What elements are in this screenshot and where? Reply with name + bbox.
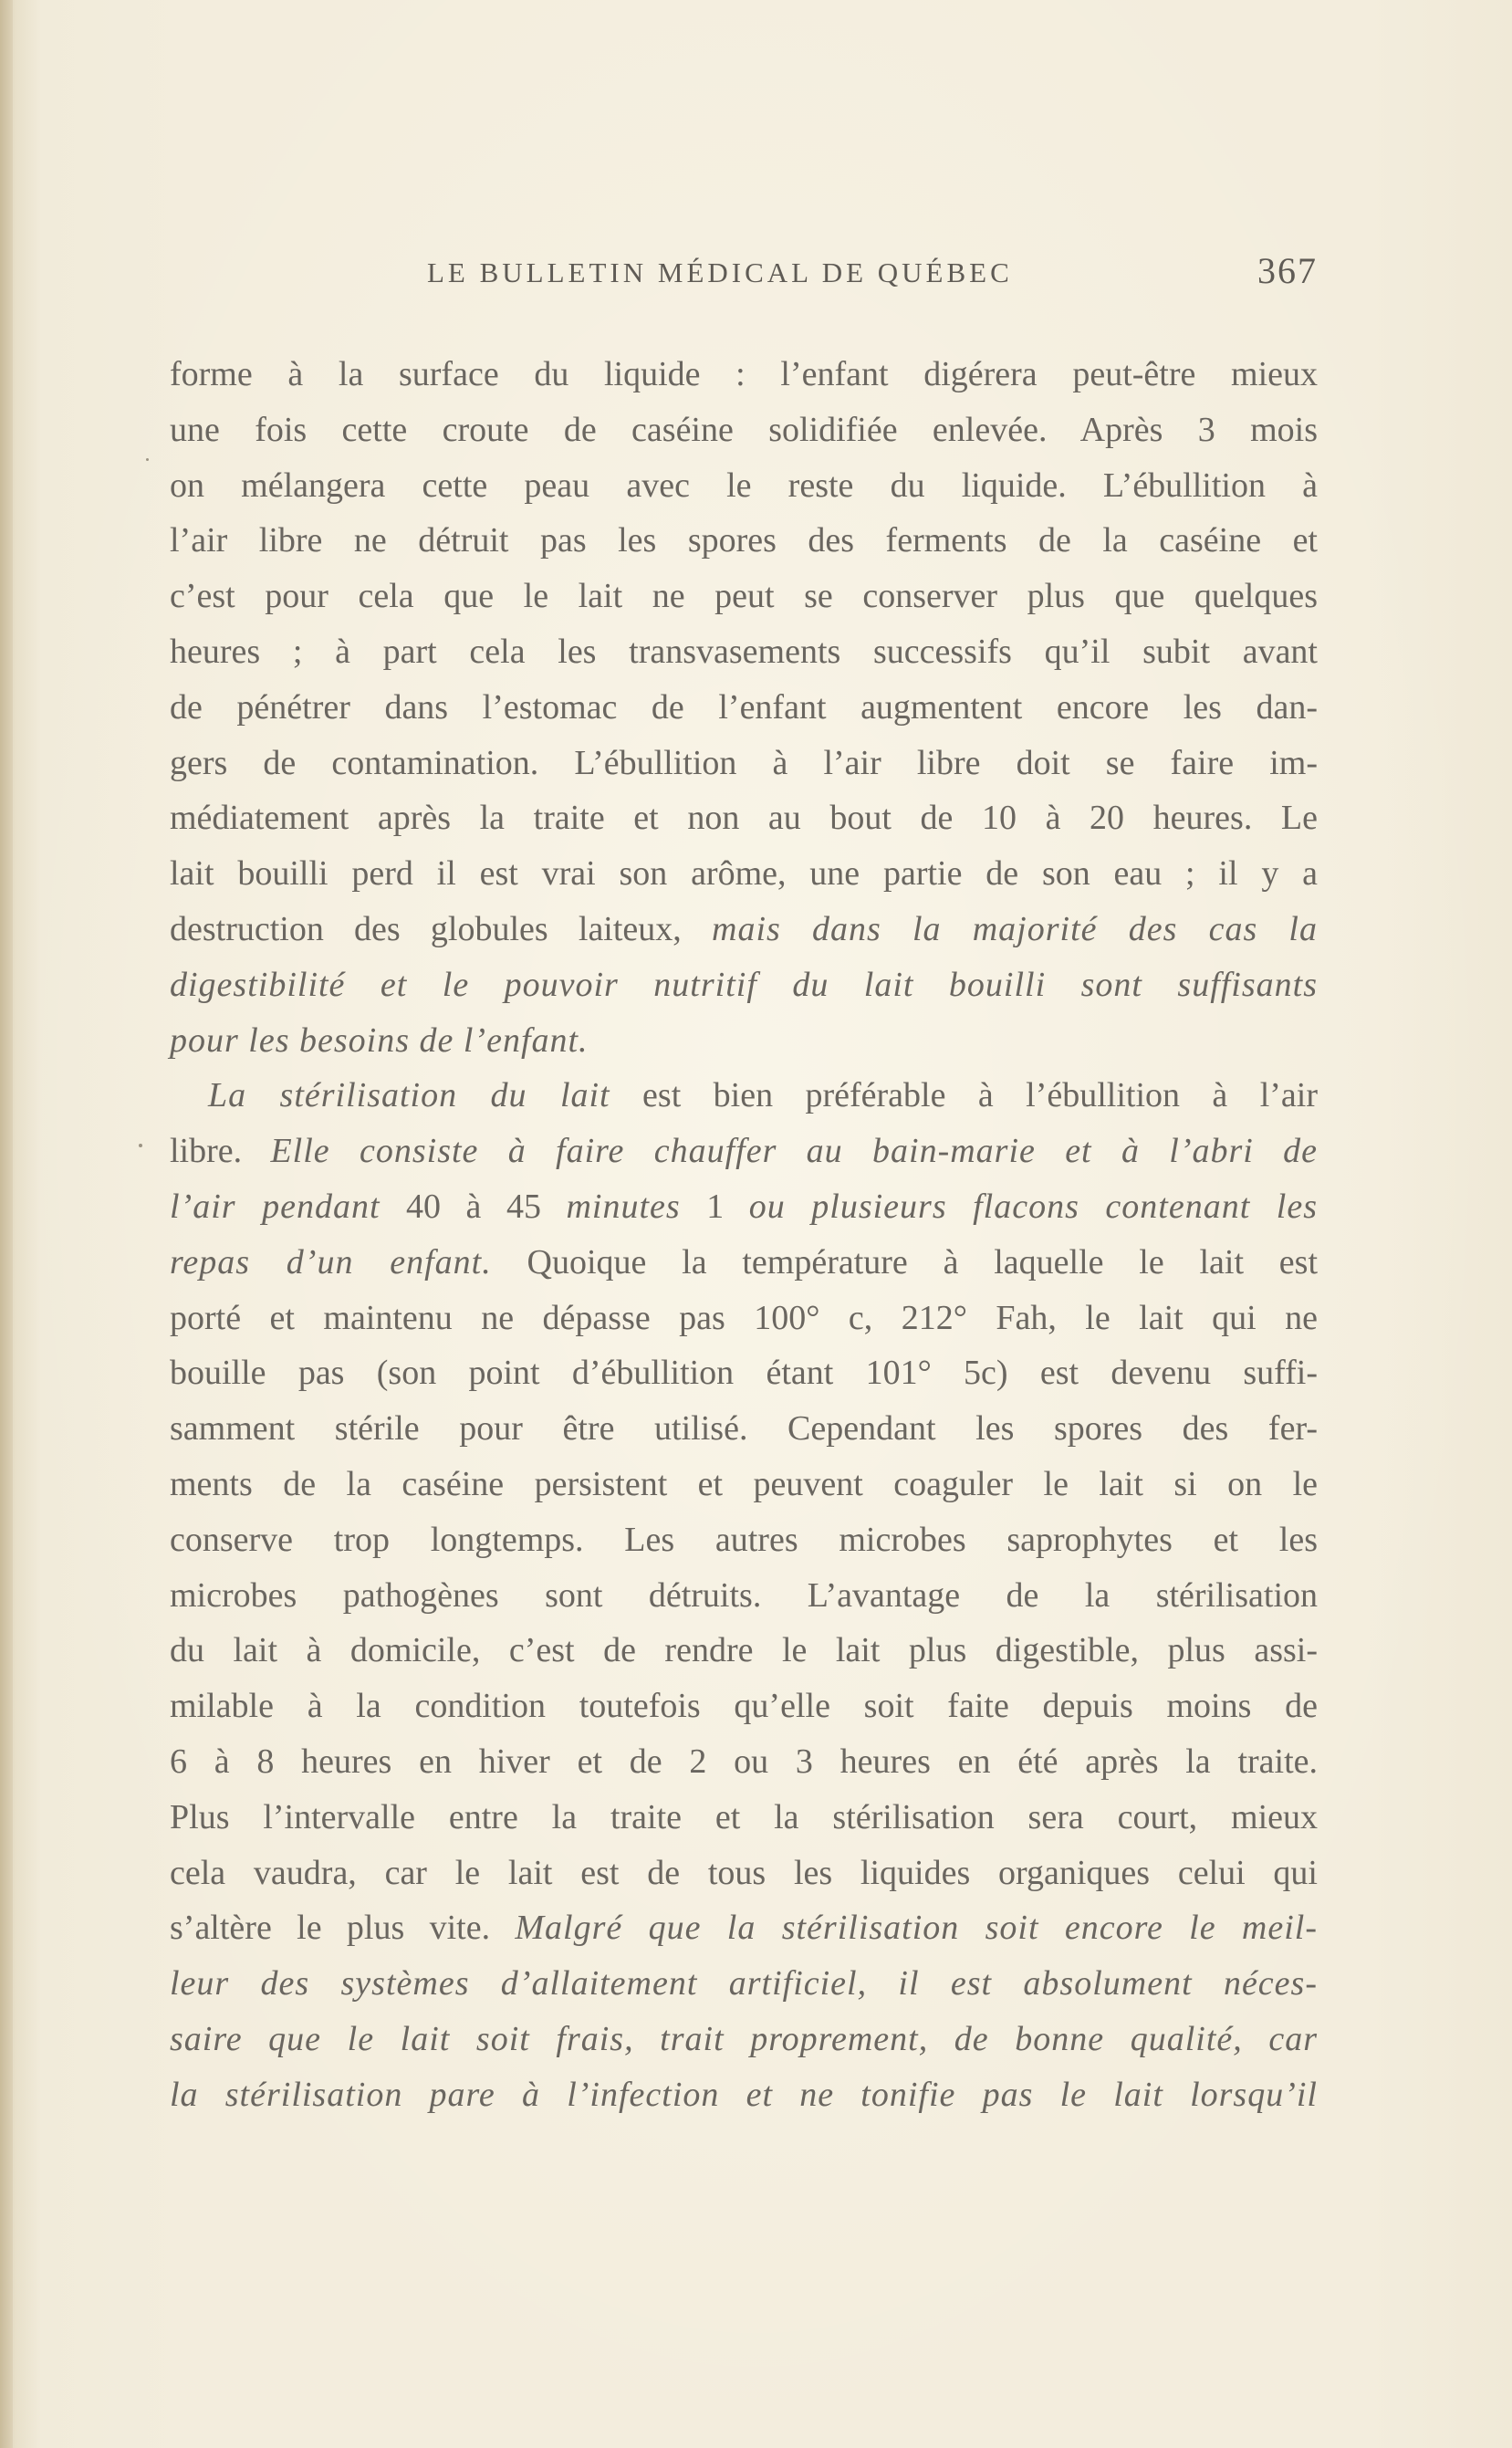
text-segment: forme à la surface du liquide : l’enfant digérera peut-être mieux [170,355,1318,393]
text-line [170,680,1318,736]
text-segment: 1 [706,1187,749,1226]
text-segment: porté et maintenu ne dépasse pas 100° c, 212° Fah, le lait qui ne [170,1298,1318,1337]
text-segment: heures ; à part cela les transvasements successifs qu’il subit avant [170,632,1318,671]
italic-text-segment: pour les besoins de l’enfant. [170,1020,589,1060]
text-segment: 6 à 8 heures en hiver et de 2 ou 3 heures en été après la traite. [170,1742,1318,1781]
page-number: 367 [1257,250,1318,291]
text-line [170,902,1318,957]
text-segment: l’air libre ne détruit pas les spores des ferments de la caséine et [170,521,1318,560]
text-line [170,846,1318,902]
italic-text-segment: repas d’un enfant. [170,1242,492,1282]
text-line [170,2067,1318,2123]
margin-speck [146,458,149,461]
text-line [170,957,1318,1013]
text-line [170,513,1318,569]
page-binding-edge [0,0,13,2448]
text-segment: de pénétrer dans l’estomac de l’enfant augmentent encore les dan- [170,687,1318,727]
italic-text-segment: mais dans la majorité des cas la [712,909,1318,948]
text-line [170,736,1318,791]
text-segment: du lait à domicile, c’est de rendre le lait plus digestible, plus assi- [170,1631,1318,1670]
text-line [170,1068,1318,1124]
text-segment: bouille pas (son point d’ébullition étant 101° 5c) est devenu suffi- [170,1354,1318,1393]
italic-text-segment: La stérilisation du lait [208,1076,610,1115]
text-line [170,403,1318,458]
running-title: LE BULLETIN MÉDICAL DE QUÉBEC [427,256,1013,288]
text-segment: on mélangera cette peau avec le reste du liquide. L’ébullition à [170,466,1318,505]
italic-text-segment: ou plusieurs flacons contenant les [748,1187,1318,1226]
text-line [170,1345,1318,1401]
body-text [170,347,1318,2123]
italic-text-segment: Elle consiste à faire chauffer au bain-marie et à l’abri de [270,1132,1319,1171]
text-line [170,624,1318,680]
text-line [170,1623,1318,1679]
italic-text-segment: la stérilisation pare à l’infection et ne tonifie pas le lait lorsqu’il [170,2075,1318,2114]
text-line [170,1124,1318,1179]
text-line [170,1956,1318,2012]
text-segment: Plus l’intervalle entre la traite et la stérilisation sera court, mieux [170,1797,1318,1836]
text-line [170,1013,1318,1069]
italic-text-segment: Malgré que la stérilisation soit encore le meil- [515,1909,1319,1948]
text-line [170,1679,1318,1734]
text-line [170,1568,1318,1624]
text-segment: ments de la caséine persistent et peuvent coaguler le lait si on le [170,1464,1318,1503]
text-segment: conserve trop longtemps. Les autres microbes saprophytes et les [170,1520,1318,1559]
text-line [170,1790,1318,1846]
text-line [170,458,1318,514]
text-segment: 40 à 45 [406,1187,567,1226]
text-segment: médiatement après la traite et non au bout de 10 à 20 heures. Le [170,799,1318,838]
italic-text-segment: leur des systèmes d’allaitement artificiel, il est absolument néces- [170,1964,1318,2003]
text-line [170,790,1318,846]
text-line [170,347,1318,403]
italic-text-segment: saire que le lait soit frais, trait proprement, de bonne qualité, car [170,2019,1318,2058]
text-line [170,1900,1318,1956]
text-segment: microbes pathogènes sont détruits. L’avantage de la stérilisation [170,1575,1318,1615]
text-line [170,1401,1318,1457]
text-segment: lait bouilli perd il est vrai son arôme, une partie de son eau ; il y a [170,854,1318,894]
text-segment: libre. [170,1132,271,1171]
text-segment: destruction des globules laiteux, [170,909,712,948]
text-line [170,1846,1318,1901]
text-line [170,2012,1318,2067]
text-line [170,1235,1318,1291]
text-segment: est bien préférable à l’ébullition à l’air [610,1076,1319,1115]
page-header [0,249,1512,304]
italic-text-segment: minutes [566,1187,707,1226]
text-segment: milable à la condition toutefois qu’elle soit faite depuis moins de [170,1687,1318,1726]
text-segment: cela vaudra, car le lait est de tous les liquides organiques celui qui [170,1853,1318,1892]
margin-speck [139,1144,142,1147]
italic-text-segment: l’air pendant [170,1187,407,1226]
text-segment: c’est pour cela que le lait ne peut se conserver plus que quelques [170,577,1318,616]
text-line [170,1512,1318,1568]
text-segment: Quoique la température à laquelle le lait est [491,1242,1318,1282]
text-segment: samment stérile pour être utilisé. Cependant les spores des fer- [170,1409,1318,1449]
text-segment: une fois cette croute de caséine solidifiée enlevée. Après 3 mois [170,410,1318,449]
text-line [170,1291,1318,1346]
text-line [170,1734,1318,1790]
text-line [170,569,1318,624]
text-line [170,1457,1318,1512]
italic-text-segment: digestibilité et le pouvoir nutritif du lait bouilli sont suffisants [170,965,1318,1004]
text-segment: gers de contamination. L’ébullition à l’air libre doit se faire im- [170,743,1318,782]
text-line [170,1179,1318,1235]
text-segment: s’altère le plus vite. [170,1909,516,1948]
